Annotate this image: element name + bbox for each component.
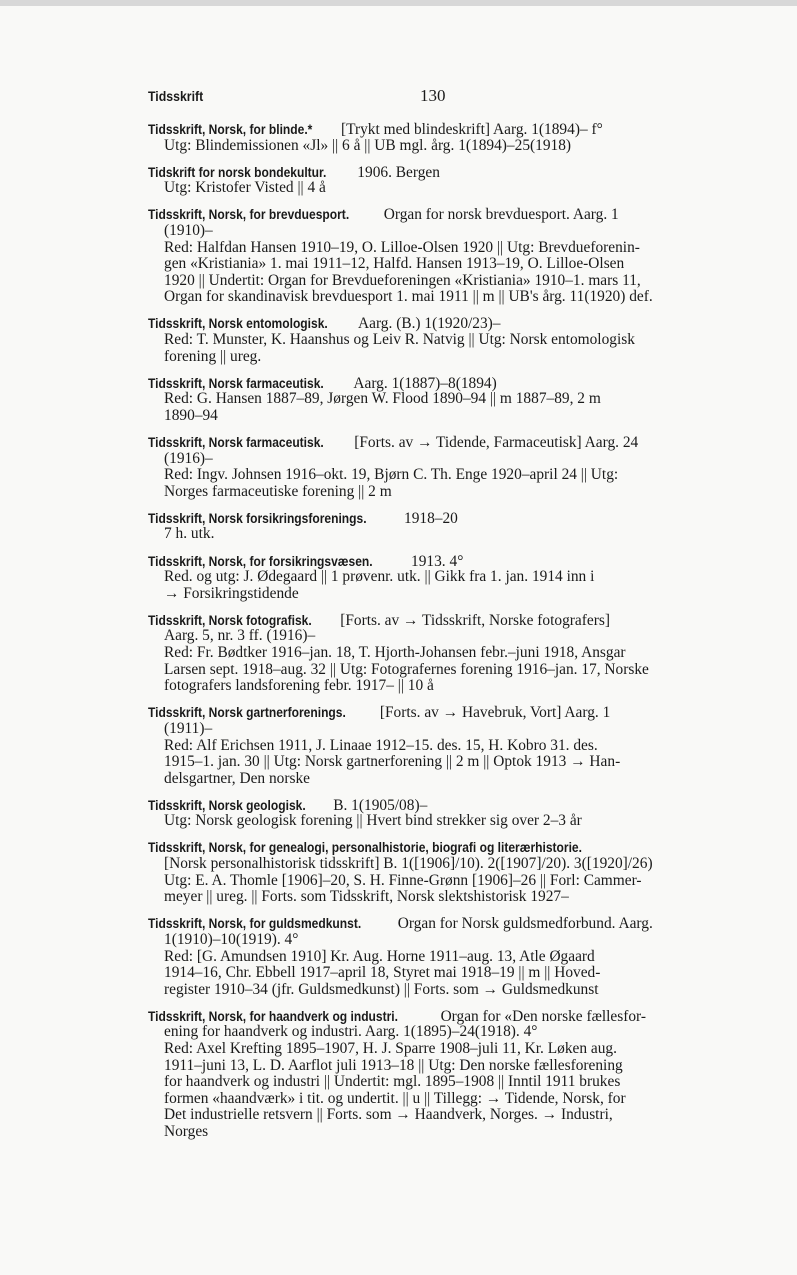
entry-line xyxy=(148,949,738,966)
entry-text: 1906. Bergen xyxy=(357,163,440,181)
entry-first-line xyxy=(148,704,738,721)
entry-line xyxy=(148,408,738,425)
entry-line xyxy=(148,721,738,738)
entry-line xyxy=(148,1124,738,1141)
entry-text: Red: Alf Erichsen 1911, J. Linaae 1912–15. des. 15, H. Kobro 31. des. xyxy=(164,736,598,754)
catalog-entry xyxy=(148,121,738,154)
entry-text: Red: Ingv. Johnsen 1916–okt. 19, Bjørn C. Th. Enge 1920–april 24 || Utg: xyxy=(164,466,619,484)
entry-first-line xyxy=(148,1008,738,1025)
entry-text: [Forts. av → Havebruk, Vort] Aarg. 1 xyxy=(379,704,611,722)
catalog-entry xyxy=(148,434,738,500)
entry-line xyxy=(148,391,738,408)
entry-text: Red: [G. Amundsen 1910] Kr. Aug. Horne 1911–aug. 13, Atle Øgaard xyxy=(164,947,595,965)
entry-text: 1913. 4° xyxy=(411,552,464,570)
entry-text: Utg: Kristofer Visted || 4 å xyxy=(164,179,326,197)
entry-text: meyer || ureg. || Forts. som Tidsskrift, Norsk slektshistorisk 1927– xyxy=(164,888,569,906)
catalog-entry xyxy=(148,375,738,425)
catalog-entry xyxy=(148,839,738,905)
entry-text: Aarg. 1(1887)–8(1894) xyxy=(353,374,497,392)
entry-text: Red: Axel Krefting 1895–1907, H. J. Sparre 1908–juli 11, Kr. Løken aug. xyxy=(164,1040,617,1057)
entry-text: Utg: Blindemissionen «Jl» || 6 å || UB mgl. årg. 1(1894)–25(1918) xyxy=(164,136,572,154)
entry-line xyxy=(148,1091,738,1108)
entry-text: 1890–94 xyxy=(164,406,218,424)
entry-text: [Trykt med blindeskrift] Aarg. 1(1894)– f° xyxy=(340,121,603,138)
entry-text: 1911–juni 13, L. D. Aarflot juli 1913–18 || Utg: Den norske fællesforening xyxy=(164,1056,623,1074)
entry-first-line xyxy=(148,164,738,181)
catalog-entry xyxy=(148,1008,738,1141)
running-head-title: Tidsskrift xyxy=(148,88,204,104)
entry-text: Organ for «Den norske fællesfor- xyxy=(440,1007,646,1025)
entry-text: Red: Fr. Bødtker 1916–jan. 18, T. Hjorth-Johansen febr.–juni 1918, Ansgar xyxy=(164,644,626,662)
entry-text: for haandverk og industri || Undertit: mgl. 1895–1908 || Inntil 1911 brukes xyxy=(164,1073,621,1091)
entry-text: B. 1(1905/08)– xyxy=(333,796,428,814)
entry-first-line xyxy=(148,206,738,223)
entry-line xyxy=(148,932,738,949)
entry-text: 1914–16, Chr. Ebbell 1917–april 18, Styret mai 1918–19 || m || Hoved- xyxy=(164,964,601,982)
entry-text: → Forsikringstidende xyxy=(164,584,299,602)
entry-text: [Norsk personalhistorisk tidsskrift] B. 1([1906]/10). 2([1907]/20). 3([1920]/26) xyxy=(164,855,653,873)
entry-text: Red. og utg: J. Ødegaard || 1 prøvenr. utk. || Gikk fra 1. jan. 1914 inn i xyxy=(164,568,595,586)
entry-text: Organ for norsk brevduesport. Aarg. 1 xyxy=(383,206,619,224)
entry-text: Red: G. Hansen 1887–89, Jørgen W. Flood 1890–94 || m 1887–89, 2 m xyxy=(164,390,601,408)
entry-first-line xyxy=(148,121,738,138)
entry-line xyxy=(148,856,738,873)
entry-line xyxy=(148,1074,738,1091)
entry-text: Larsen sept. 1918–aug. 32 || Utg: Fotografernes forening 1916–jan. 17, Norske xyxy=(164,660,649,678)
entry-line xyxy=(148,678,738,695)
entry-heading: Tidsskrift, Norsk, for blinde.* xyxy=(148,121,313,137)
entry-line xyxy=(148,645,738,662)
entry-first-line xyxy=(148,612,738,629)
entry-text: 1920 || Undertit: Organ for Brevdueforeningen «Kristiania» 1910–1. mars 11, xyxy=(164,271,641,289)
entry-first-line xyxy=(148,839,738,856)
entry-line xyxy=(148,813,738,830)
entry-text: Norges farmaceutiske forening || 2 m xyxy=(164,482,392,500)
entry-line xyxy=(148,586,738,603)
entry-line xyxy=(148,738,738,755)
entry-text: Red: Halfdan Hansen 1910–19, O. Lilloe-Olsen 1920 || Utg: Brevdueforenin- xyxy=(164,238,640,256)
entry-text: (1916)– xyxy=(164,449,213,467)
entry-line xyxy=(148,332,738,349)
entry-line xyxy=(148,467,738,484)
entry-heading: Tidsskrift, Norsk gartnerforenings. xyxy=(148,704,346,721)
entry-heading: Tidsskrift, Norsk, for brevduesport. xyxy=(148,206,350,223)
entry-text: (1911)– xyxy=(164,719,213,737)
entry-first-line xyxy=(148,434,738,451)
entry-text: Utg: E. A. Thomle [1906]–20, S. H. Finne-Grønn [1906]–26 || Forl: Cammer- xyxy=(164,871,642,889)
entry-text: 1915–1. jan. 30 || Utg: Norsk gartnerforening || 2 m || Optok 1913 → Han- xyxy=(164,753,621,771)
entry-first-line xyxy=(148,553,738,570)
catalog-entry xyxy=(148,315,738,365)
entry-line xyxy=(148,256,738,273)
catalog-entry xyxy=(148,797,738,830)
entry-line xyxy=(148,1058,738,1075)
entry-text: (1910)– xyxy=(164,221,213,239)
entry-line xyxy=(148,223,738,240)
entry-first-line xyxy=(148,315,738,332)
catalog-entry xyxy=(148,704,738,787)
entry-line xyxy=(148,273,738,290)
entry-heading: Tidsskrift, Norsk entomologisk. xyxy=(148,315,328,332)
entry-first-line xyxy=(148,797,738,814)
entry-heading: Tidsskrift, Norsk, for forsikringsvæsen. xyxy=(148,552,373,569)
entry-line xyxy=(148,1107,738,1124)
entry-line xyxy=(148,1041,738,1058)
entry-line xyxy=(148,240,738,257)
entry-line xyxy=(148,289,738,306)
entry-line xyxy=(148,628,738,645)
entry-line xyxy=(148,873,738,890)
entry-heading: Tidsskrift, Norsk farmaceutisk. xyxy=(148,434,324,450)
entry-line xyxy=(148,982,738,999)
entry-line xyxy=(148,484,738,501)
entry-text: delsgartner, Den norske xyxy=(164,769,310,787)
catalog-entry xyxy=(148,510,738,543)
entry-text: fotografers landsforening febr. 1917– || 10 å xyxy=(164,677,434,695)
entry-line xyxy=(148,1024,738,1041)
entry-text: gen «Kristiania» 1. mai 1911–12, Halfd. Hansen 1913–19, O. Lilloe-Olsen xyxy=(164,255,625,273)
entry-text: Red: T. Munster, K. Haanshus og Leiv R. Natvig || Utg: Norsk entomologisk xyxy=(164,331,635,349)
entry-text: Norges xyxy=(164,1122,209,1140)
entry-line xyxy=(148,138,738,155)
entry-line xyxy=(148,754,738,771)
entry-line xyxy=(148,771,738,788)
entry-line xyxy=(148,965,738,982)
entry-text: register 1910–34 (jfr. Guldsmedkunst) || Forts. som → Guldsmedkunst xyxy=(164,980,599,998)
entry-line xyxy=(148,662,738,679)
entry-line xyxy=(148,569,738,586)
entry-text: [Forts. av → Tidsskrift, Norske fotografers] xyxy=(340,611,610,629)
entry-text: Organ for Norsk guldsmedforbund. Aarg. xyxy=(397,915,653,933)
entry-line xyxy=(148,889,738,906)
catalog-entry xyxy=(148,553,738,603)
entry-heading: Tidsskrift, Norsk geologisk. xyxy=(148,796,306,813)
entry-line xyxy=(148,451,738,468)
entry-heading: Tidsskrift, Norsk forsikringsforenings. xyxy=(148,509,367,526)
entry-heading: Tidskrift for norsk bondekultur. xyxy=(148,163,327,180)
entry-text: 1(1910)–10(1919). 4° xyxy=(164,930,299,948)
entry-first-line xyxy=(148,375,738,392)
page-number: 130 xyxy=(420,86,446,105)
entry-line xyxy=(148,526,738,543)
running-header xyxy=(148,86,708,108)
entry-first-line xyxy=(148,510,738,527)
entry-line xyxy=(148,180,738,197)
entry-heading: Tidsskrift, Norsk, for genealogi, personalhistorie, biografi og literærhistorie. xyxy=(148,839,582,856)
entry-heading: Tidsskrift, Norsk farmaceutisk. xyxy=(148,374,324,391)
catalog-entry xyxy=(148,915,738,998)
entry-text: Det industrielle retsvern || Forts. som → Haandverk, Norges. → Industri, xyxy=(164,1106,613,1124)
entry-text: forening || ureg. xyxy=(164,347,262,365)
entry-text: 7 h. utk. xyxy=(164,525,215,543)
entry-text: ening for haandverk og industri. Aarg. 1(1895)–24(1918). 4° xyxy=(164,1023,538,1041)
entry-text: formen «haandværk» i tit. og undertit. || u || Tillegg: → Tidende, Norsk, for xyxy=(164,1089,626,1107)
entry-list xyxy=(148,121,738,1150)
entry-text: Aarg. 5, nr. 3 ff. (1916)– xyxy=(164,627,316,645)
entry-text: Aarg. (B.) 1(1920/23)– xyxy=(358,315,501,333)
entry-text: [Forts. av → Tidende, Farmaceutisk] Aarg. 24 xyxy=(354,434,639,451)
entry-text: 1918–20 xyxy=(404,509,458,527)
entry-heading: Tidsskrift, Norsk, for guldsmedkunst. xyxy=(148,915,362,932)
page-edge xyxy=(0,0,797,6)
entry-first-line xyxy=(148,915,738,932)
entry-line xyxy=(148,349,738,366)
entry-text: Organ for skandinavisk brevduesport 1. mai 1911 || m || UB's årg. 11(1920) def. xyxy=(164,288,653,306)
catalog-entry xyxy=(148,612,738,695)
entry-text: Utg: Norsk geologisk forening || Hvert bind strekker sig over 2–3 år xyxy=(164,812,582,830)
catalog-entry xyxy=(148,164,738,197)
entry-heading: Tidsskrift, Norsk fotografisk. xyxy=(148,611,312,628)
entry-heading: Tidsskrift, Norsk, for haandverk og industri. xyxy=(148,1007,399,1024)
catalog-entry xyxy=(148,206,738,306)
